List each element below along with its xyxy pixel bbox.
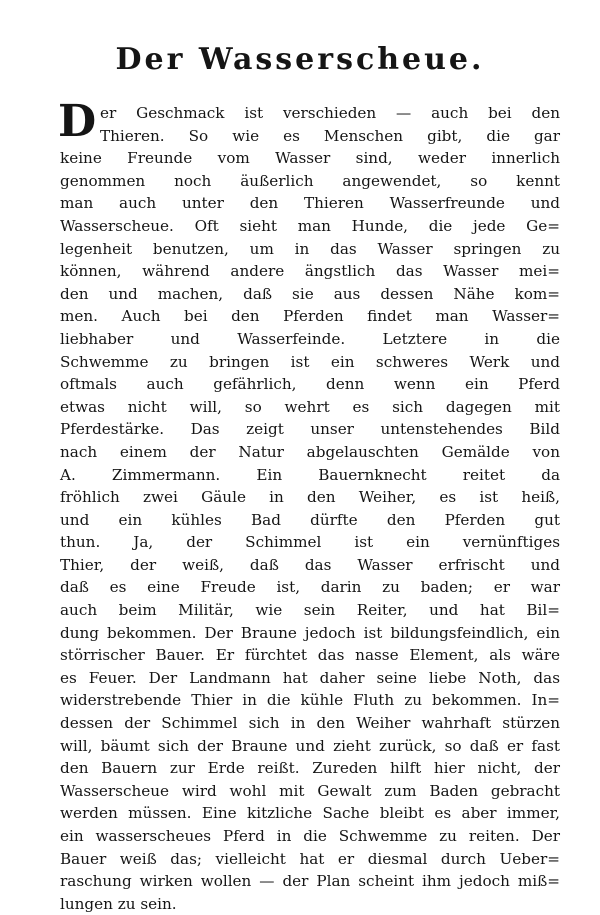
text-line: dung bekommen. Der Braune jedoch ist bildungsfeindlich, ein	[60, 623, 560, 642]
text-line: men. Auch bei den Pferden findet man Wasser=	[60, 307, 560, 326]
text-line: keine Freunde vom Wasser sind, weder innerlich	[60, 149, 560, 168]
text-line: will, bäumt sich der Braune und zieht zurück, so daß er fast	[60, 736, 560, 755]
text-line: Bauer weiß das; vielleicht hat er diesmal durch Ueber=	[60, 849, 560, 868]
text-line: Pferdestärke. Das zeigt unser untenstehendes Bild	[60, 420, 560, 439]
text-line: liebhaber und Wasserfeinde. Letztere in die	[60, 329, 560, 348]
text-line: dessen der Schimmel sich in den Weiher wahrhaft stürzen	[60, 714, 560, 733]
text-line: A. Zimmermann. Ein Bauernknecht reitet da	[60, 465, 560, 484]
text-line: auch beim Militär, wie sein Reiter, und hat Bil=	[60, 601, 560, 620]
text-line: den und machen, daß sie aus dessen Nähe kom=	[60, 284, 560, 303]
text-line: Wasserscheue. Oft sieht man Hunde, die jede Ge=	[60, 216, 560, 235]
text-line: es Feuer. Der Landmann hat daher seine liebe Noth, das	[60, 668, 560, 687]
text-line: widerstrebende Thier in die kühle Fluth zu bekommen. In=	[60, 691, 560, 710]
text-line: und ein kühles Bad dürfte den Pferden gut	[60, 510, 560, 529]
text-line: legenheit benutzen, um in das Wasser springen zu	[60, 239, 560, 258]
text-line: störrischer Bauer. Er fürchtet das nasse Element, als wäre	[60, 646, 560, 665]
text-line: werden müssen. Eine kitzliche Sache bleibt es aber immer,	[60, 804, 560, 823]
text-line: oftmals auch gefährlich, denn wenn ein Pferd	[60, 375, 560, 394]
text-line: Thieren. So wie es Menschen gibt, die gar	[100, 126, 560, 145]
text-line: er Geschmack ist verschieden — auch bei den	[100, 104, 560, 122]
text-line: fröhlich zwei Gäule in den Weiher, es ist heiß,	[60, 488, 560, 507]
text-line: nach einem der Natur abgelauschten Gemälde von	[60, 442, 560, 461]
text-line: Thier, der weiß, daß das Wasser erfrischt und	[60, 555, 560, 574]
page-title: Der Wasserscheue.	[115, 42, 485, 77]
text-line: ein wasserscheues Pferd in die Schwemme zu reiten. Der	[60, 827, 560, 845]
drop-cap-initial: D	[58, 96, 97, 147]
text-line: Schwemme zu bringen ist ein schweres Werk und	[60, 352, 560, 371]
text-line: man auch unter den Thieren Wasserfreunde und	[60, 194, 560, 213]
text-line: den Bauern zur Erde reißt. Zureden hilft hier nicht, der	[60, 759, 560, 778]
article-body	[58, 96, 560, 915]
text-line: Wasserscheue wird wohl mit Gewalt zum Baden gebracht	[60, 781, 560, 800]
text-line: thun. Ja, der Schimmel ist ein vernünftiges	[60, 533, 560, 552]
text-line: raschung wirken wollen — der Plan scheint ihm jedoch miß=	[60, 872, 560, 891]
text-line: können, während andere ängstlich das Wasser mei=	[60, 262, 560, 281]
text-line: etwas nicht will, so wehrt es sich dagegen mit	[60, 397, 560, 416]
text-line: genommen noch äußerlich angewendet, so kennt	[60, 171, 560, 190]
text-line: lungen zu sein.	[60, 894, 177, 913]
text-line: daß es eine Freude ist, darin zu baden; er war	[60, 578, 560, 597]
